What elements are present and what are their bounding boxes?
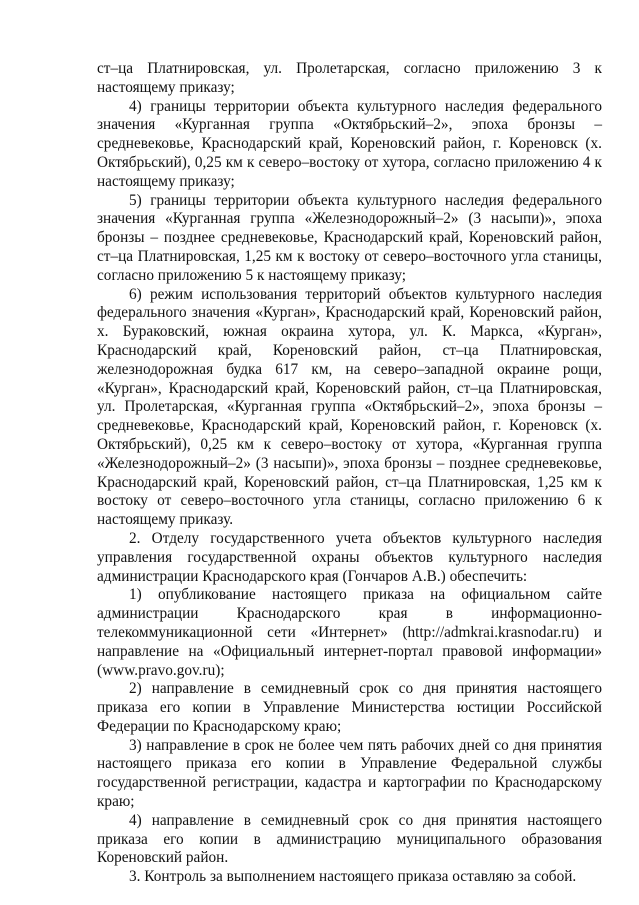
paragraph-subitem-1-publication: 1) опубликование настоящего приказа на официальном сайте администрации Краснодарского края в информационно-телекоммуникационной сети «Интернет» (http://admkrai.krasnodar.ru) и направление на «Официальный интернет-портал правовой информации» (www.pravo.gov.ru); [97, 586, 602, 679]
paragraph-item-6-usage-regime: 6) режим использования территорий объектов культурного наследия федерального значения «Курган», Краснодарский край, Кореновский район, х. Бураковский, южная окраина хутора, ул. К. Маркса, «Курган», Краснодарский край, Кореновский район, ст–ца Платнировская, железнодорожная будка 617 км, на северо–западной окраине рощи, «Курган», Краснодарский край, Кореновский район, ст–ца Платнировская, ул. Пролетарская, «Курганная группа «Октябрьский–2», эпоха бронзы – средневековье, Краснодарский край, Кореновский район, г. Кореновск (х. Октябрьский), 0,25 км к северо–востоку от хутора, «Курганная группа «Железнодорожный–2» (3 насыпи)», эпоха бронзы – позднее средневековье, Краснодарский край, Кореновский район, ст–ца Платнировская, 1,25 км к востоку от северо–восточного угла станицы, согласно приложению 6 к настоящему приказу. [97, 285, 602, 529]
paragraph-subitem-3-registration-service: 3) направление в срок не более чем пять рабочих дней со дня принятия настоящего приказа его копии в Управление Федеральной службы государственной регистрации, кадастра и картографии по Краснодарскому краю; [97, 736, 602, 811]
paragraph-section-3-control: 3. Контроль за выполнением настоящего приказа оставляю за собой. [129, 868, 577, 886]
paragraph-continuation: ст–ца Платнировская, ул. Пролетарская, согласно приложению 3 к настоящему приказу; [97, 60, 602, 96]
paragraph-item-4-territory-borders: 4) границы территории объекта культурного наследия федерального значения «Курганная группа «Октябрьский–2», эпоха бронзы – средневековье, Краснодарский край, Кореновский район, г. Кореновск (х. Октябрьский), 0,25 км к северо–востоку от хутора, согласно приложению 4 к настоящему приказу; [97, 97, 602, 190]
paragraph-subitem-2-ministry-justice: 2) направление в семидневный срок со дня принятия настоящего приказа его копии в Управление Министерства юстиции Российской Федерации по Краснодарскому краю; [97, 680, 602, 735]
paragraph-item-5-territory-borders: 5) границы территории объекта культурного наследия федерального значения «Курганная группа «Железнодорожный–2» (3 насыпи)», эпоха бронзы – позднее средневековье, Краснодарский край, Кореновский район, ст–ца Платнировская, 1,25 км к востоку от северо–восточного угла станицы, согласно приложению 5 к настоящему приказу; [97, 191, 602, 284]
paragraph-section-2: 2. Отделу государственного учета объектов культурного наследия управления государственной охраны объектов культурного наследия администрации Краснодарского края (Гончаров А.В.) обеспечить: [97, 529, 602, 585]
document-body [97, 60, 602, 887]
paragraph-subitem-4-municipal-administration: 4) направление в семидневный срок со дня принятия настоящего приказа его копии в администрацию муниципального образования Кореновский район. [97, 811, 602, 867]
